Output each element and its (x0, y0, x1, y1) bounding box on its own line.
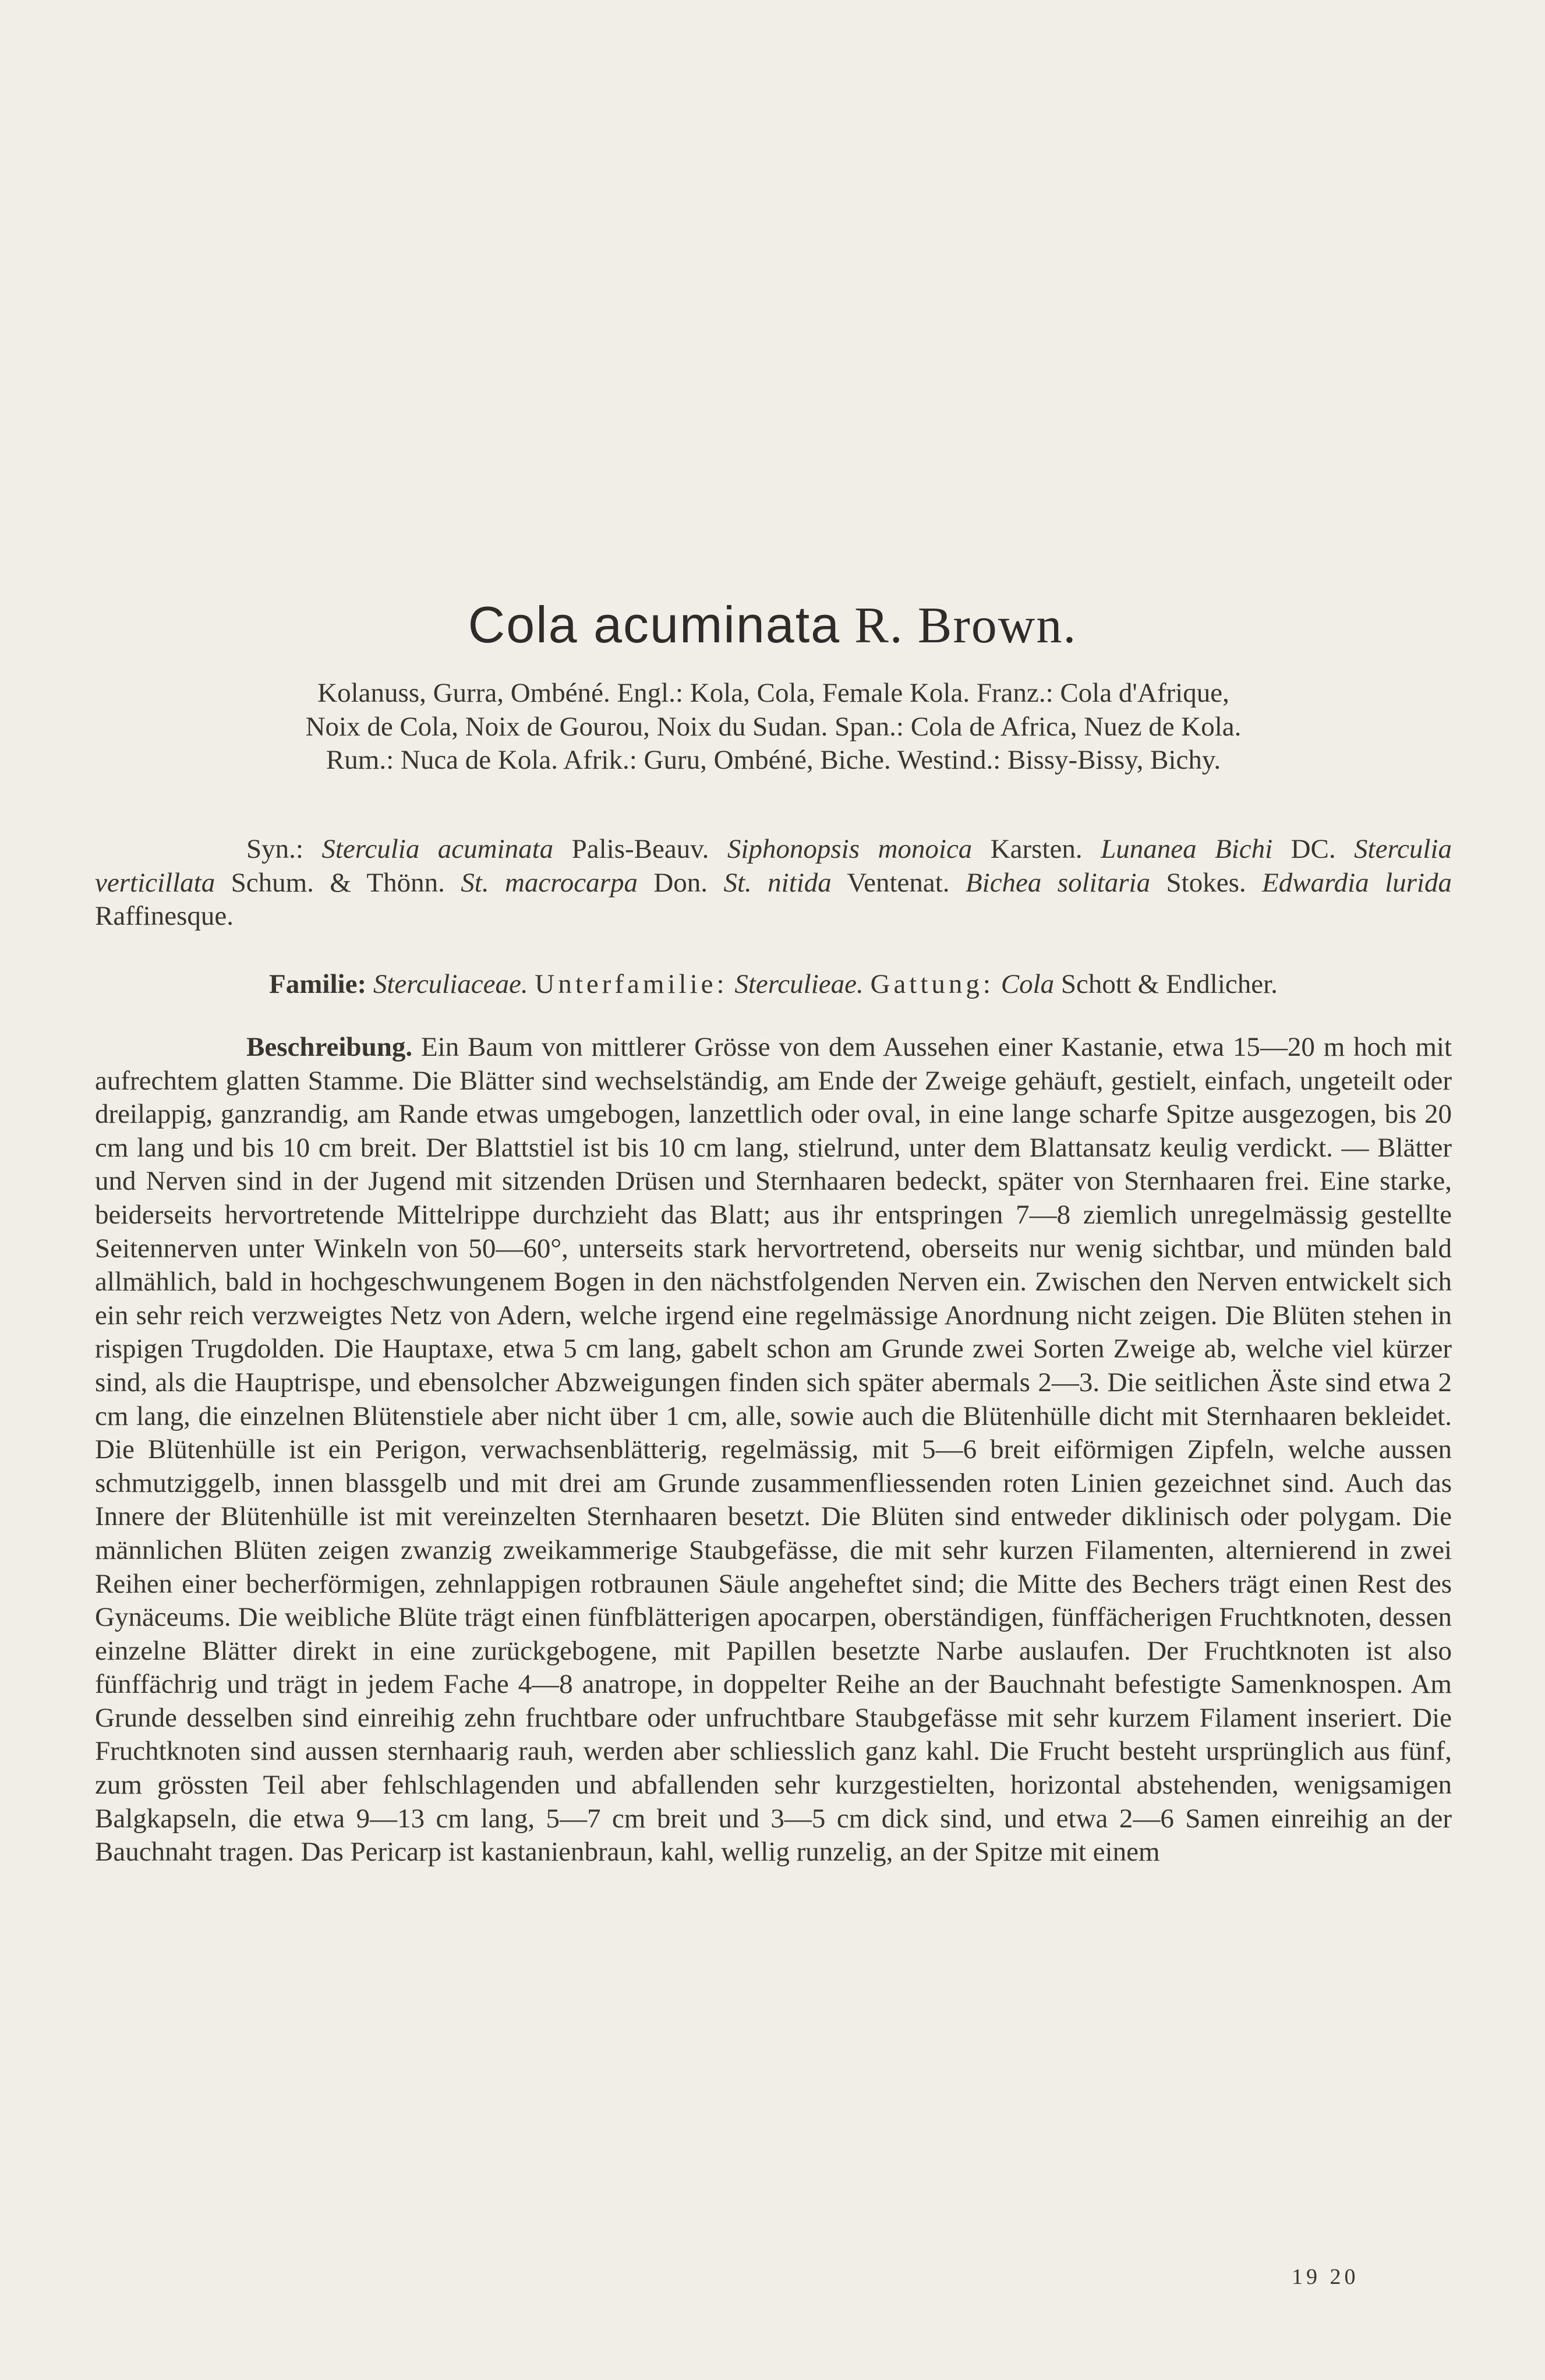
synonym-name: Siphonopsis monoica (727, 834, 973, 864)
synonym-author: Don. (637, 867, 724, 898)
taxonomy-line (95, 968, 1452, 1002)
synonym-author: Ventenat. (831, 867, 966, 898)
synonym-name: Sterculia acuminata (321, 834, 554, 864)
synonym-author: Stokes. (1150, 867, 1263, 898)
page-number: 19 20 (1292, 2265, 1359, 2289)
description-label: Beschreibung. (246, 1032, 413, 1062)
unterfamilie-label: Unterfamilie: (535, 969, 728, 999)
page-title (0, 593, 1545, 658)
synonym-author: DC. (1272, 834, 1355, 864)
species-name: Cola acuminata (468, 596, 841, 653)
synonym-author: Palis-Beauv. (553, 834, 727, 864)
synonym-name: Bichea solitaria (965, 867, 1151, 898)
synonym-name: St. nitida (723, 867, 832, 898)
familie-label: Familie: (269, 969, 367, 999)
description (95, 1031, 1452, 1869)
synonym-author: Karsten. (972, 834, 1101, 864)
common-names-line: Rum.: Nuca de Kola. Afrik.: Guru, Ombéné, Biche. Westind.: Bissy-Bissy, Bichy. (326, 745, 1221, 775)
synonym-author: Schum. & Thönn. (215, 867, 461, 898)
synonym-name: Sterculia verticillata (95, 834, 1452, 898)
common-names-line: Kolanuss, Gurra, Ombéné. Engl.: Kola, Cola, Female Kola. Franz.: Cola d'Afrique, (317, 678, 1229, 708)
synonym-author: Raffinesque. (95, 901, 234, 931)
synonym-name: St. macrocarpa (461, 867, 638, 898)
synonym-name: Edwardia lurida (1262, 867, 1452, 898)
gattung-label: Gattung: (870, 969, 994, 999)
common-names (95, 677, 1452, 777)
unterfamilie-value: Sterculieae. (734, 969, 864, 999)
description-text: Ein Baum von mittlerer Grösse von dem Aussehen einer Kastanie, etwa 15—20 m hoch mit aufrechtem glatten Stamme. Die Blätter sind wechselständig, am Ende der Zweige gehäuft, gestielt, einfach, ungeteilt oder dreilappig, ganzrandig, am Rande etwas umgebogen, lanzettlich oder oval, in eine lange scharfe Spitze ausgezogen, bis 20 cm lang und bis 10 cm breit. Der Blattstiel ist bis 10 cm lang, stielrund, unter dem Blattansatz keulig verdickt. — Blätter und Nerven sind in der Jugend mit sitzenden Drüsen und Sternhaaren bedeckt, später von Sternhaaren frei. Eine starke, beiderseits hervortretende Mittelrippe durchzieht das Blatt; aus ihr entspringen 7—8 ziemlich unregelmässig gestellte Seitennerven unter Winkeln von 50—60°, unterseits stark hervortretend, oberseits nur wenig sichtbar, und münden bald allmählich, bald in hochgeschwungenem Bogen in den nächstfolgenden Nerven ein. Zwischen den Nerven entwickelt sich ein sehr reich verzweigtes Netz von Adern, welche irgend eine regelmässige Anordnung nicht zeigen. Die Blüten stehen in rispigen Trugdolden. Die Hauptaxe, etwa 5 cm lang, gabelt schon am Grunde zwei Sorten Zweige ab, welche viel kürzer sind, als die Hauptrispe, und ebensolcher Abzweigungen finden sich später abermals 2—3. Die seitlichen Äste sind etwa 2 cm lang, die einzelnen Blütenstiele aber nicht über 1 cm, alle, sowie auch die Blütenhülle dicht mit Sternhaaren bekleidet. Die Blütenhülle ist ein Perigon, verwachsenblätterig, regelmässig, mit 5—6 breit eiförmigen Zipfeln, welche aussen schmutziggelb, innen blassgelb und mit drei am Grunde zusammenfliessenden roten Linien gezeichnet sind. Auch das Innere der Blütenhülle ist mit vereinzelten Sternhaaren besetzt. Die Blüten sind entweder diklinisch oder polygam. Die männlichen Blüten zeigen zwanzig zweikammerige Staubgefässe, die mit sehr kurzen Filamenten, alternierend in zwei Reihen einer becherförmigen, zehnlappigen rotbraunen Säule angeheftet sind; die Mitte des Bechers trägt einen Rest des Gynäceums. Die weibliche Blüte trägt einen fünfblätterigen apocarpen, oberständigen, fünffächerigen Fruchtknoten, dessen einzelne Blätter direkt in eine zurückgebogene, mit Papillen besetzte Narbe auslaufen. Der Fruchtknoten ist also fünffächrig und trägt in jedem Fache 4—8 anatrope, in doppelter Reihe an der Bauchnaht befestigte Samenknospen. Am Grunde desselben sind einreihig zehn fruchtbare oder unfruchtbare Staubgefässe mit sehr kurzem Filament inseriert. Die Fruchtknoten sind aussen sternhaarig rauh, werden aber schliesslich ganz kahl. Die Frucht besteht ursprünglich aus fünf, zum grössten Teil aber fehlschlagenden und abfallenden sehr kurzgestielten, horizontal abstehenden, wenigsamigen Balgkapseln, die etwa 9—13 cm lang, 5—7 cm breit und 3—5 cm dick sind, und etwa 2—6 Samen einreihig an der Bauchnaht tragen. Das Pericarp ist kastanienbraun, kahl, wellig runzelig, an der Spitze mit einem (95, 1032, 1452, 1868)
gattung-value: Cola (1000, 969, 1055, 999)
familie-value: Sterculiaceae. (373, 969, 528, 999)
synonyms-label: Syn.: (246, 834, 303, 864)
common-names-line: Noix de Cola, Noix de Gourou, Noix du Sudan. Span.: Cola de Africa, Nuez de Kola. (305, 711, 1242, 742)
gattung-author: Schott & Endlicher. (1060, 969, 1278, 999)
species-author: R. Brown. (854, 597, 1077, 654)
synonym-name: Lunanea Bichi (1101, 834, 1273, 864)
synonyms (95, 833, 1452, 933)
